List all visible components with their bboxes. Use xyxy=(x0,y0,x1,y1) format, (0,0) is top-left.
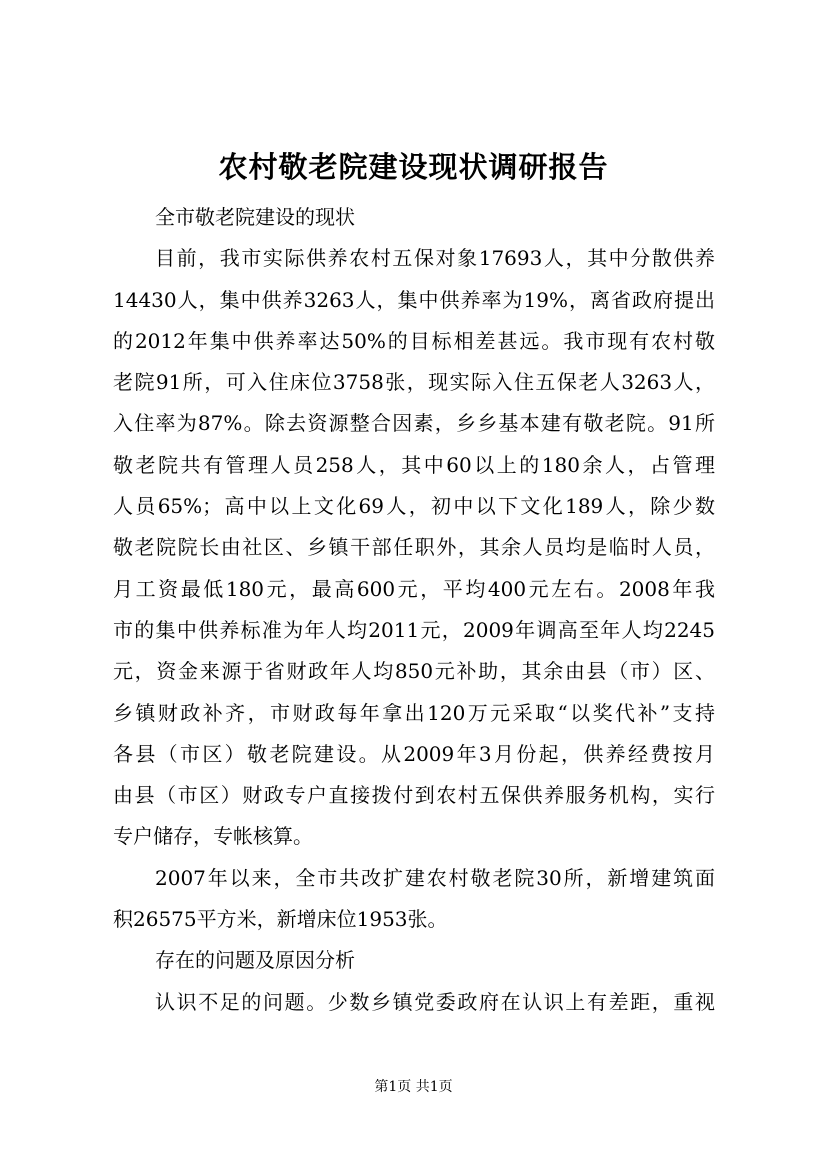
document-body xyxy=(113,197,715,1023)
paragraph-line: 目前，我市实际供养农村五保对象17693人，其中分散供养 xyxy=(155,246,715,271)
paragraph-line: 各县（市区）敬老院建设。从2009年3月份起，供养经费按月 xyxy=(113,741,715,766)
paragraph-line: 的2012年集中供养率达50%的目标相差甚远。我市现有农村敬 xyxy=(113,328,715,353)
paragraph-line: 认识不足的问题。少数乡镇党委政府在认识上有差距，重视 xyxy=(155,989,715,1014)
paragraph-line: 老院91所，可入住床位3758张，现实际入住五保老人3263人， xyxy=(113,370,715,395)
paragraph-line: 积26575平方米，新增床位1953张。 xyxy=(113,907,448,932)
paragraph-line: 由县（市区）财政专户直接拨付到农村五保供养服务机构，实行 xyxy=(113,783,715,808)
paragraph-line: 14430人，集中供养3263人，集中供养率为19%，离省政府提出 xyxy=(113,287,715,312)
section-heading: 全市敬老院建设的现状 xyxy=(155,205,355,229)
paragraph-line: 2007年以来，全市共改扩建农村敬老院30所，新增建筑面 xyxy=(155,865,715,890)
paragraph-line: 元，资金来源于省财政年人均850元补助，其余由县（市）区、 xyxy=(113,659,715,684)
section-heading: 存在的问题及原因分析 xyxy=(155,948,355,973)
paragraph-line: 月工资最低180元，最高600元，平均400元左右。2008年我 xyxy=(113,576,715,601)
paragraph-line: 人员65%；高中以上文化69人，初中以下文化189人，除少数 xyxy=(113,494,715,519)
paragraph-line: 乡镇财政补齐，市财政每年拿出120万元采取“以奖代补”支持 xyxy=(113,700,715,725)
paragraph-line: 市的集中供养标准为年人均2011元，2009年调高至年人均2245 xyxy=(113,617,715,642)
paragraph-line: 专户储存，专帐核算。 xyxy=(113,824,313,849)
document-title: 农村敬老院建设现状调研报告 xyxy=(218,150,609,184)
paragraph-line: 入住率为87%。除去资源整合因素，乡乡基本建有敬老院。91所 xyxy=(113,411,715,436)
paragraph-line: 敬老院院长由社区、乡镇干部任职外，其余人员均是临时人员， xyxy=(113,535,715,560)
paragraph-line: 敬老院共有管理人员258人，其中60以上的180余人，占管理 xyxy=(113,452,715,477)
page-number-footer: 第1页 共1页 xyxy=(374,1079,453,1095)
